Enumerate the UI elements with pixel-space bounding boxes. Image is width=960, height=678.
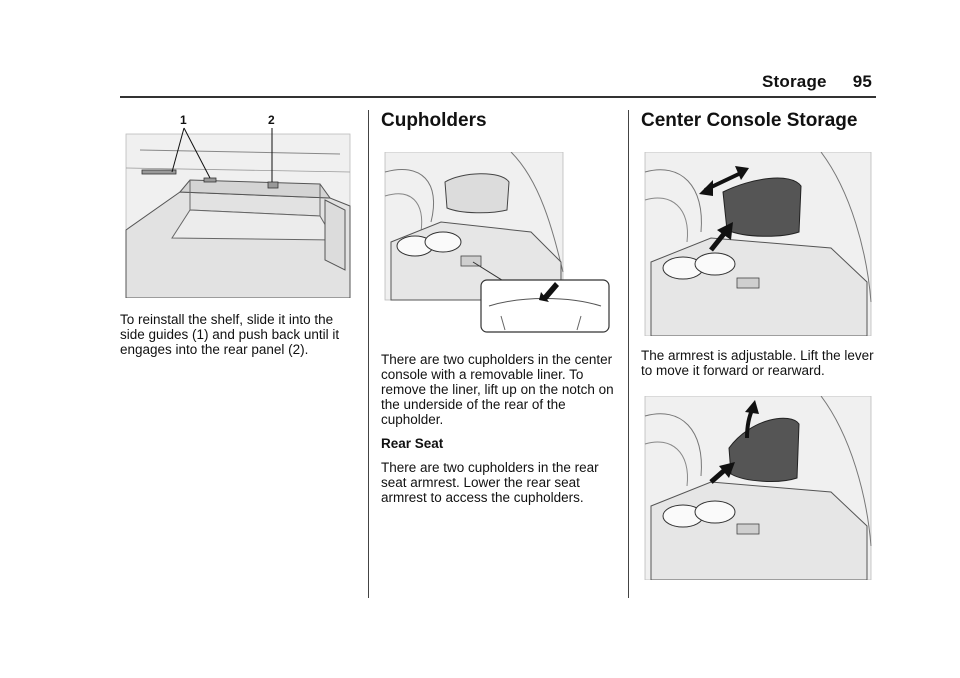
armrest-lift-illustration — [641, 396, 873, 580]
column-divider-2 — [628, 110, 629, 598]
column-cupholders — [381, 110, 616, 505]
column-shelf — [120, 110, 355, 357]
header-rule — [120, 96, 876, 98]
cupholders-text: There are two cupholders in the center console with a removable liner. To remove the liner, lift up on the notch on the underside of the rear of the cupholder. — [381, 352, 614, 427]
column-divider-1 — [368, 110, 369, 598]
cupholder-illustration — [381, 152, 613, 340]
page-header — [762, 72, 872, 92]
cupholders-heading: Cupholders — [381, 110, 487, 131]
rear-seat-subheading: Rear Seat — [381, 436, 444, 451]
page-number: 95 — [852, 72, 872, 91]
callout-label-2: 2 — [268, 113, 275, 127]
armrest-text: The armrest is adjustable. Lift the lever to move it forward or rearward. — [641, 348, 874, 378]
rear-seat-text: There are two cupholders in the rear seat armrest. Lower the rear seat armrest to access the cupholders. — [381, 460, 599, 505]
section-title: Storage — [761, 72, 827, 91]
armrest-slide-illustration — [641, 152, 873, 336]
shelf-illustration — [120, 110, 352, 298]
center-console-heading: Center Console Storage — [641, 110, 858, 131]
callout-label-1: 1 — [180, 113, 187, 127]
column-center-console — [641, 110, 876, 580]
shelf-reinstall-text: To reinstall the shelf, slide it into the side guides (1) and push back until it engages into the rear panel (2). — [120, 312, 340, 357]
